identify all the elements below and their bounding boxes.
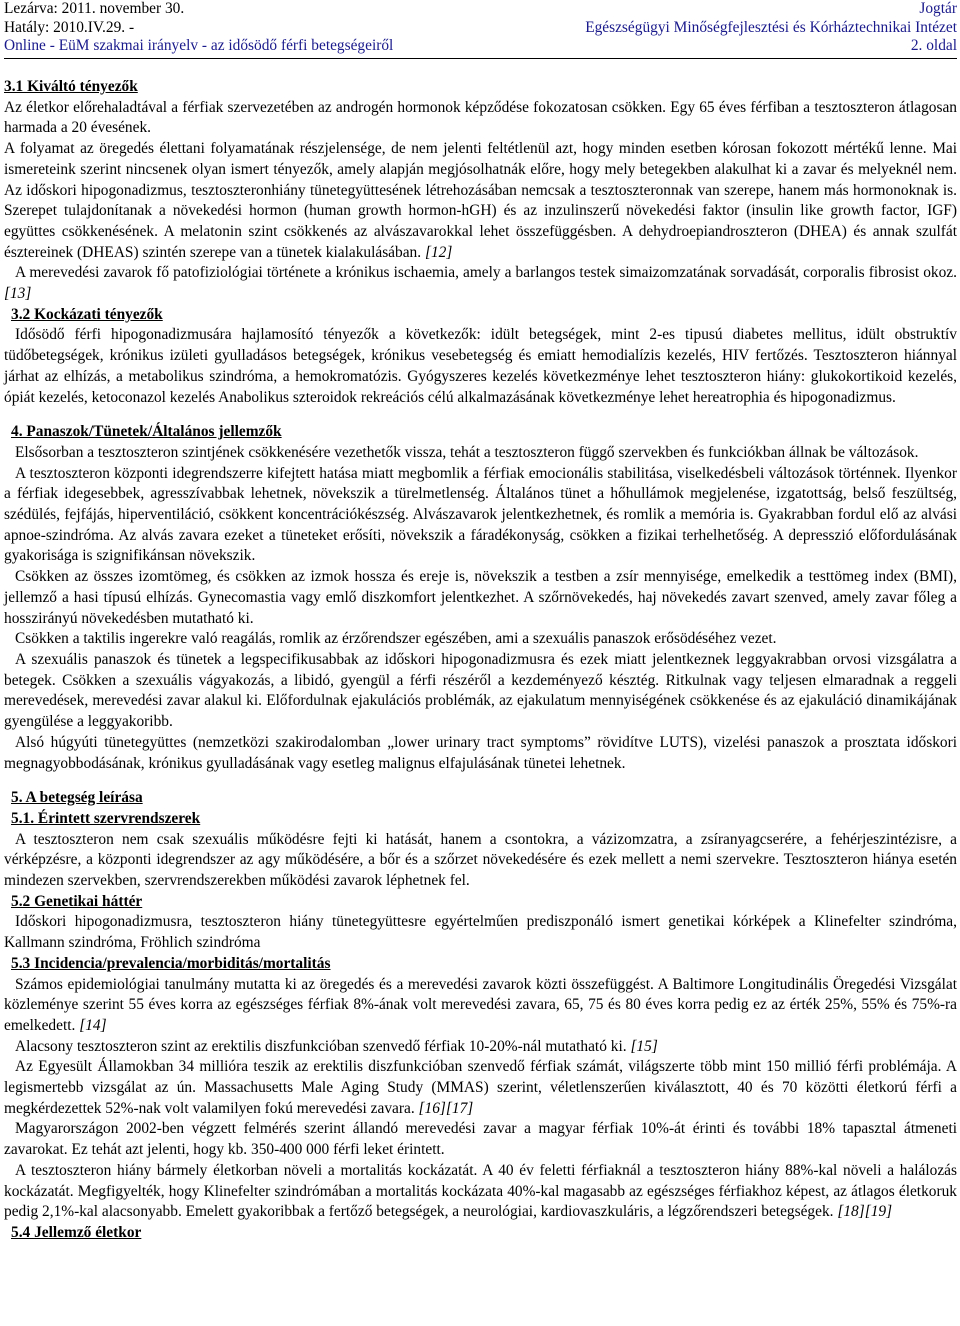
spacer	[4, 408, 957, 422]
document-body	[4, 77, 957, 1244]
header-publisher: Jogtár	[919, 0, 957, 17]
header-institute: Egészségügyi Minőségfejlesztési és Kórháztechnikai Intézet	[585, 18, 957, 36]
paragraph: Csökken az összes izomtömeg, és csökken az izmok hossza és ereje is, növekszik a testben a zsír mennyisége, emelkedik a testtömeg index (BMI), jellemző a hasi típusú elhízás. Gynecomastia vagy emlő diszkomfort jelentkezhet. A szőrnövekedés, haj növekedés zavart szenved, amely zavar főleg a hosszirányú növekedésben mutatható ki.	[4, 568, 957, 627]
paragraph: Alsó húgyúti tünetegyüttes (nemzetközi szakirodalomban „lower urinary tract symptoms” rövidítve LUTS), vizelési panaszok a prosztata időskori megnagyobbodásának, krónikus gyulladásának vagy esetleg malignus elfajulásának tünetei lehetnek.	[4, 733, 957, 772]
section-heading-5-2: 5.2 Genetikai háttér	[11, 892, 143, 910]
header-divider	[4, 58, 957, 59]
paragraph	[4, 139, 957, 263]
section-heading-4: 4. Panaszok/Tünetek/Általános jellemzők	[11, 423, 282, 441]
header-document-title: Online - EüM szakmai irányelv - az idősödő férfi betegségeiről	[4, 37, 394, 54]
paragraph	[4, 1037, 957, 1058]
page-header	[4, 0, 957, 56]
section-heading-3-1: 3.1 Kiváltó tényezők	[4, 78, 138, 95]
paragraph: Csökken a taktilis ingerekre való reagálás, romlik az érzőrendszer egészében, ami a szexuális panaszok erősödéséhez vezet.	[15, 630, 777, 648]
paragraph-text: Az Egyesült Államokban 34 millióra teszik az erektilis diszfunkcióban szenvedő férfiak számát, világszerte több mint 150 millió férfi problémája. A legismertebb vizsgálat az ún. Massachusetts Male Aging Study (MMAS) szerint, véletlenszerűen kiválasztott, 40 és 70 közötti életkorú férfi a megkérdezettek 52%-nak volt valamilyen fokú merevedési zavara.	[4, 1058, 957, 1117]
paragraph-text: A tesztoszteron hiány bármely életkorban növeli a mortalitás kockázatát. A 40 év feletti férfiaknál a tesztoszteron hiány 88%-kal növeli a halálozás kockázatát. Megfigyelték, hogy Klinefelter szindrómában a mortalitás kockázata 40%-kal magasabb az egészséges férfiakhoz képest, az átlagos életkoruk pedig 2,1%-kal alacsonyabb. Emelett gyakoribbak a fertőző betegségek, a neurológiai, kardiovaszkuláris, a légzőrendszeri betegségek.	[4, 1161, 957, 1221]
section-heading-5: 5. A betegség leírása	[11, 789, 143, 807]
paragraph-text: A merevedési zavarok fő patofiziológiai története a krónikus ischaemia, amely a barlangos testek simaizomzatának sorvadását, corporalis fibrosist okoz.	[15, 264, 957, 282]
paragraph: Magyarországon 2002-ben végzett felmérés szerint állandó merevedési zavar a magyar férfiak 10%-át érinti és további 18% tapasztal átmeneti zavarokat. Ez tehát azt jelenti, hogy kb. 350-400 000 férfi leket érintett.	[4, 1120, 957, 1159]
header-closed-date: Lezárva: 2011. november 30.	[4, 0, 185, 17]
spacer	[4, 774, 957, 788]
paragraph	[4, 263, 957, 304]
reference-link[interactable]: [16][17]	[418, 1099, 474, 1117]
paragraph: A tesztoszteron központi idegrendszerre kifejtett hatása miatt megbomlik a férfiak emocionális stabilitása, viselkedésbeli változások történnek. Ilyenkor a férfiak idegesebbek, agresszívabbak lehetnek, növekszik a türelmetlenség. Általános tünet a hőhullámok megjelenése, izgatottság, belső feszültség, szédülés, fejfájás, hiperventiláció, csökkent koncentrációkészség. Alvászavarok jelentkezhetnek, és romlik a memória is. Gyakrabban fordul elő az alvási apnoe-szindróma. Az alvás zavara ezeket a tüneteket erősíti, növekszik a fáradékonyság, csökken a fizikai terhelhetőség. A depresszió előfordulásának gyakorisága is szignifikánsan növekszik.	[4, 464, 957, 565]
section-heading-3-2: 3.2 Kockázati tényezők	[11, 305, 163, 323]
paragraph: Elsősorban a tesztoszteron szintjének csökkenésére vezethetők vissza, tehát a tesztoszteron függő szervekben és funkciókban állnak be változások.	[15, 443, 919, 461]
reference-link[interactable]: [18][19]	[837, 1203, 893, 1221]
reference-link[interactable]: [13]	[4, 285, 32, 303]
paragraph-text: A folyamat az öregedés élettani folyamatának részjelensége, de nem jelenti feltétlenül azt, hogy minden esetben kórosan fokozott mértékű lenne. Mai ismereteink szerint nincsenek olyan ismert tényezők, amely alapján megjósolhatnák előre, hogy mely betegekben alakulhat ki a zavar és melyeknél nem. Az időskori hipogonadizmus, tesztoszteronhiány tünetegyüttesének létrehozásában nemcsak a tesztoszteronnak van szerepe, hanem más hormonoknak is. Szerepet tulajdonítanak a növekedési hormon (human growth hormon-hGH) és az inzulinszerű növekedési faktor (insulin like growth factor, IGF) együttes csökkenésének. A melatonin szint csökkenés az alvászavarokkal lehet összefüggésben. A dehydroepiandroszteron (DHEA) és annak szulfát észtereinek (DHEAS) szintén szerepe van a tünetek kialakulásában.	[4, 140, 957, 261]
header-row-3	[4, 37, 957, 56]
header-row-2	[4, 19, 957, 38]
paragraph: Idősödő férfi hipogonadizmusára hajlamosító tényezők a következők: idült betegségek, mint 2-es tipusú diabetes mellitus, idült obstruktív tüdőbetegségek, krónikus izületi gyulladásos betegségek, krónikus vesebetegség és emiatt hemodialízis kezelés, HIV fertőzés. Tesztoszteron hiánnyal járhat az elhízás, a metabolikus szindróma, a hemokromatózis. Gyógyszeres kezelés következménye lehet tesztoszteron hiány: glukokortikoid kezelés, ópiát kezelés, ketoconazol kezelés Anabolikus szteroidok rekreációs célú alkalmazásának következménye lehet hereatrophia és hipogonadizmus.	[4, 326, 957, 406]
section-heading-5-3: 5.3 Incidencia/prevalencia/morbiditás/mortalitás	[11, 954, 331, 972]
paragraph-text: Számos epidemiológiai tanulmány mutatta ki az öregedés és a merevedési zavarok közti összefüggést. A Baltimore Longitudinális Öregedési Vizsgálat közleménye szerint 55 éves korra az egészséges férfiak 8%-ának volt merevedési zavara, 65, 75 és 80 éves korra pedig ez az érték 25%, 55% és 75%-ra emelkedett.	[4, 975, 957, 1034]
header-page-number: 2. oldal	[910, 37, 957, 54]
paragraph-text: Alacsony tesztoszteron szint az erektilis diszfunkcióban szenvedő férfiak 10-20%-nál mutatható ki.	[15, 1037, 627, 1055]
paragraph: A szexuális panaszok és tünetek a legspecifikusabbak az időskori hipogonadizmusra és ezek miatt jelentkeznek leggyakrabban orvosi vizsgálatra a betegek. Csökken a szexuális vágyakozás, a libidó, gyengül a férfi részéről a kezdeményező késztég. Ritkulnak vagy teljesen elmaradnak a reggeli merevedések, merevedési zavar alakul ki. Előfordulnak ejakulációs problémák, az ejakulatum mennyiségének csökkenése és az ejakuláció dinamikájának gyengülése a leggyakoribb.	[4, 650, 957, 731]
header-row-1	[4, 0, 957, 19]
section-heading-5-1: 5.1. Érintett szervrendszerek	[11, 809, 201, 827]
reference-link[interactable]: [15]	[630, 1037, 658, 1055]
paragraph	[4, 1161, 957, 1223]
paragraph: A tesztoszteron nem csak szexuális működésre fejti ki hatását, hanem a csontokra, a vázizomzatra, a zsíranyagcserére, a fehérjeszintézisre, a vérképzésre, a központi idegrendszer az agy működésére, a bőr és a szőrzet növekedésére és ezek mellett a nemi szervekre. Tesztoszteron hiánya esetén mindezen szervekben, szervrendszerekben működési zavarok léphetnek fel.	[4, 830, 957, 890]
reference-link[interactable]: [14]	[79, 1016, 107, 1034]
paragraph	[4, 975, 957, 1037]
paragraph: Az életkor előrehaladtával a férfiak szervezetében az androgén hormonok képződése fokozatosan csökken. Egy 65 éves férfiban a tesztoszteron átlagosan harmada a 20 évesének.	[4, 98, 957, 137]
header-effective-date: Hatály: 2010.IV.29. -	[4, 18, 135, 36]
paragraph: Időskori hipogonadizmusra, tesztoszteron hiány tünetegyüttesre egyértelműen prediszponáló ismert genetikai kórképek a Klinefelter szindróma, Kallmann szindróma, Fröhlich szindróma	[4, 913, 957, 952]
section-heading-5-4: 5.4 Jellemző életkor	[11, 1223, 142, 1241]
reference-link[interactable]: [12]	[424, 243, 453, 261]
paragraph	[4, 1057, 957, 1119]
